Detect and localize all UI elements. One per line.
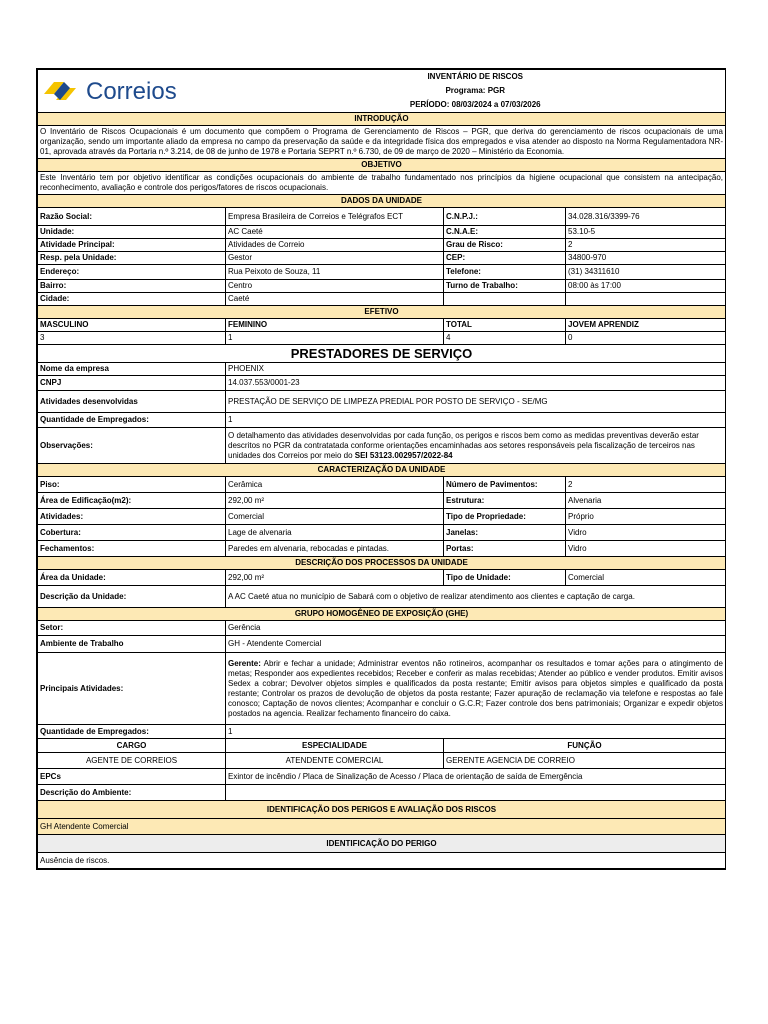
unit-value: Empresa Brasileira de Correios e Telégrafos ECT <box>226 208 444 226</box>
unit-value: 53.10-5 <box>566 226 726 239</box>
unit-value: 34.028.316/3399-76 <box>566 208 726 226</box>
char-value: Próprio <box>566 509 726 525</box>
char-label: Portas: <box>444 541 566 557</box>
char-value: 292,00 m² <box>226 493 444 509</box>
environment-description-value <box>226 785 726 801</box>
unit-label: Grau de Risco: <box>444 239 566 252</box>
providers-heading: PRESTADORES DE SERVIÇO <box>38 345 726 363</box>
provider-label: CNPJ <box>38 376 226 391</box>
unit-label: C.N.A.E: <box>444 226 566 239</box>
provider-label: Observações: <box>38 428 226 464</box>
unit-value: (31) 34311610 <box>566 265 726 280</box>
intro-heading: INTRODUÇÃO <box>38 113 726 126</box>
no-risks-text: Ausência de riscos. <box>38 853 726 869</box>
ghe-label: Quantidade de Empregados: <box>38 725 226 739</box>
unit-label: Unidade: <box>38 226 226 239</box>
char-label: Piso: <box>38 477 226 493</box>
staff-label: TOTAL <box>444 319 566 332</box>
function-header: FUNÇÃO <box>444 739 726 753</box>
document-title: INVENTÁRIO DE RISCOS <box>226 70 726 85</box>
objective-text: Este Inventário tem por objetivo identificar as condições ocupacionais do ambiente de trabalho fundamentado nos princípios da higiene ocupacional que consistem na antecipação, reconhecimento, avaliação e controle dos perigos/fatores de riscos ocupacionais. <box>38 172 726 195</box>
char-value: Paredes em alvenaria, rebocadas e pintadas. <box>226 541 444 557</box>
char-label: Cobertura: <box>38 525 226 541</box>
char-value: Alvenaria <box>566 493 726 509</box>
provider-label: Atividades desenvolvidas <box>38 391 226 413</box>
char-label: Janelas: <box>444 525 566 541</box>
inventory-table <box>37 69 726 869</box>
ghe-activities-text: Abrir e fechar a unidade; Administrar eventos não rotineiros, acompanhar os resultados e tomar ações para o atingimento de metas; Responder aos expedientes recebidos; Receber e conferir as malas recebidas; Atender ao público e vender produtos. Emitir avisos Sedex a cobrar; Devolver objetos simples e qualificados da posta restante; Emitir avisos para objetos simples e qualificado da posta restante; Controlar os prazos de devolução de objetos da posta restante; Fazer apuração de reclamação via telefone e respostas ao fale conosco; Captação de novos clientes; Acompanhar e concluir o G.C.R; Fazer controle dos bens patrimoniais; Organizar e expedir objetos postados na agencia. Realizar fechamento financeiro do caixa. <box>228 658 723 718</box>
sei-reference: SEI 53123.002957/2022-84 <box>354 450 453 460</box>
cargo-header: CARGO <box>38 739 226 753</box>
specialty-value: ATENDENTE COMERCIAL <box>226 753 444 769</box>
char-value: Vidro <box>566 541 726 557</box>
correios-logo-icon <box>40 72 220 108</box>
char-value: Cerâmica <box>226 477 444 493</box>
staff-value: 1 <box>226 332 444 345</box>
unit-label: Resp. pela Unidade: <box>38 252 226 265</box>
staff-value: 4 <box>444 332 566 345</box>
unit-value: Centro <box>226 280 444 293</box>
process-label: Tipo de Unidade: <box>444 570 566 586</box>
ghe-label: Ambiente de Trabalho <box>38 636 226 653</box>
ghe-heading: GRUPO HOMOGÊNEO DE EXPOSIÇÃO (GHE) <box>38 608 726 621</box>
epcs-value: Exintor de incêndio / Placa de Sinalização de Acesso / Placa de orientação de saída de Emergência <box>226 769 726 785</box>
unit-value: Rua Peixoto de Souza, 11 <box>226 265 444 280</box>
staff-heading: EFETIVO <box>38 306 726 319</box>
process-area: 292,00 m² <box>226 570 444 586</box>
unit-label: Turno de Trabalho: <box>444 280 566 293</box>
hazards-heading: IDENTIFICAÇÃO DOS PERIGOS E AVALIAÇÃO DOS RISCOS <box>38 801 726 819</box>
unit-label: Atividade Principal: <box>38 239 226 252</box>
intro-text: O Inventário de Riscos Ocupacionais é um documento que compõem o Programa de Gerenciamento de Riscos – PGR, que deriva do gerenciamento de riscos ocupacionais de uma organização, sendo um importante aliado da empresa no campo da preservação da saúde e da integridade física dos empregados e visa atender ao disposto na Norma Regulamentadora NR-01, aprovada através da Portaria n.º 3.214, de 08 de junho de 1978 e Portaria SEPRT n.º 6.730, de 09 de março de 2020 – Ministério da Economia. <box>38 126 726 159</box>
char-label: Fechamentos: <box>38 541 226 557</box>
staff-label: JOVEM APRENDIZ <box>566 319 726 332</box>
cargo-value: AGENTE DE CORREIOS <box>38 753 226 769</box>
ghe-environment: GH - Atendente Comercial <box>226 636 726 653</box>
process-type: Comercial <box>566 570 726 586</box>
processes-heading: DESCRIÇÃO DOS PROCESSOS DA UNIDADE <box>38 557 726 570</box>
unit-value: Caeté <box>226 293 444 306</box>
ghe-label: Principais Atividades: <box>38 653 226 725</box>
specialty-header: ESPECIALIDADE <box>226 739 444 753</box>
unit-description: A AC Caeté atua no município de Sabará com o objetivo de realizar atendimento aos clientes e captação de carga. <box>226 586 726 608</box>
char-value: 2 <box>566 477 726 493</box>
char-value: Comercial <box>226 509 444 525</box>
unit-value: AC Caeté <box>226 226 444 239</box>
char-value: Vidro <box>566 525 726 541</box>
objective-heading: OBJETIVO <box>38 159 726 172</box>
logo-text: Correios <box>86 77 177 105</box>
provider-notes-text: O detalhamento das atividades desenvolvidas por cada função, os perigos e riscos bem como as medidas preventivas deverão estar descritos no PGR da contratatada conforme orientações encaminhadas aos setores responsáveis pela fiscalização de terceiros nas unidades dos Correios por meio do <box>228 430 699 460</box>
staff-label: MASCULINO <box>38 319 226 332</box>
environment-description-label: Descrição do Ambiente: <box>38 785 226 801</box>
provider-notes <box>226 428 726 464</box>
ghe-activities <box>226 653 726 725</box>
risk-inventory-sheet <box>36 68 726 870</box>
unit-value: Atividades de Correio <box>226 239 444 252</box>
unit-label: CEP: <box>444 252 566 265</box>
provider-activities: PRESTAÇÃO DE SERVIÇO DE LIMPEZA PREDIAL POR POSTO DE SERVIÇO - SE/MG <box>226 391 726 413</box>
provider-cnpj: 14.037.553/0001-23 <box>226 376 726 391</box>
program-label: Programa: PGR <box>226 84 726 98</box>
characterization-heading: CARACTERIZAÇÃO DA UNIDADE <box>38 464 726 477</box>
staff-value: 0 <box>566 332 726 345</box>
staff-value: 3 <box>38 332 226 345</box>
provider-employee-count: 1 <box>226 413 726 428</box>
provider-label: Nome da empresa <box>38 363 226 376</box>
unit-label: Telefone: <box>444 265 566 280</box>
char-label: Tipo de Propriedade: <box>444 509 566 525</box>
unit-value: Gestor <box>226 252 444 265</box>
unit-value: 2 <box>566 239 726 252</box>
unit-value <box>566 293 726 306</box>
unit-label <box>444 293 566 306</box>
period-label: PERÍODO: 08/03/2024 a 07/03/2026 <box>226 98 726 113</box>
ghe-sector: Gerência <box>226 621 726 636</box>
char-value: Lage de alvenaria <box>226 525 444 541</box>
ghe-activities-lead: Gerente: <box>228 658 261 668</box>
provider-label: Quantidade de Empregados: <box>38 413 226 428</box>
unit-data-heading: DADOS DA UNIDADE <box>38 195 726 208</box>
correios-logo <box>38 70 226 113</box>
function-value: GERENTE AGENCIA DE CORREIO <box>444 753 726 769</box>
staff-label: FEMININO <box>226 319 444 332</box>
unit-value: 34800-970 <box>566 252 726 265</box>
char-label: Estrutura: <box>444 493 566 509</box>
unit-label: C.N.P.J.: <box>444 208 566 226</box>
provider-name: PHOENIX <box>226 363 726 376</box>
epcs-label: EPCs <box>38 769 226 785</box>
ghe-label: Setor: <box>38 621 226 636</box>
unit-label: Endereço: <box>38 265 226 280</box>
char-label: Número de Pavimentos: <box>444 477 566 493</box>
char-label: Área de Edificação(m2): <box>38 493 226 509</box>
unit-label: Cidade: <box>38 293 226 306</box>
ghe-employee-count: 1 <box>226 725 726 739</box>
process-label: Descrição da Unidade: <box>38 586 226 608</box>
char-label: Atividades: <box>38 509 226 525</box>
hazards-gh: GH Atendente Comercial <box>38 819 726 835</box>
unit-value: 08:00 às 17:00 <box>566 280 726 293</box>
unit-label: Bairro: <box>38 280 226 293</box>
process-label: Área da Unidade: <box>38 570 226 586</box>
unit-label: Razão Social: <box>38 208 226 226</box>
hazard-identification-heading: IDENTIFICAÇÃO DO PERIGO <box>38 835 726 853</box>
